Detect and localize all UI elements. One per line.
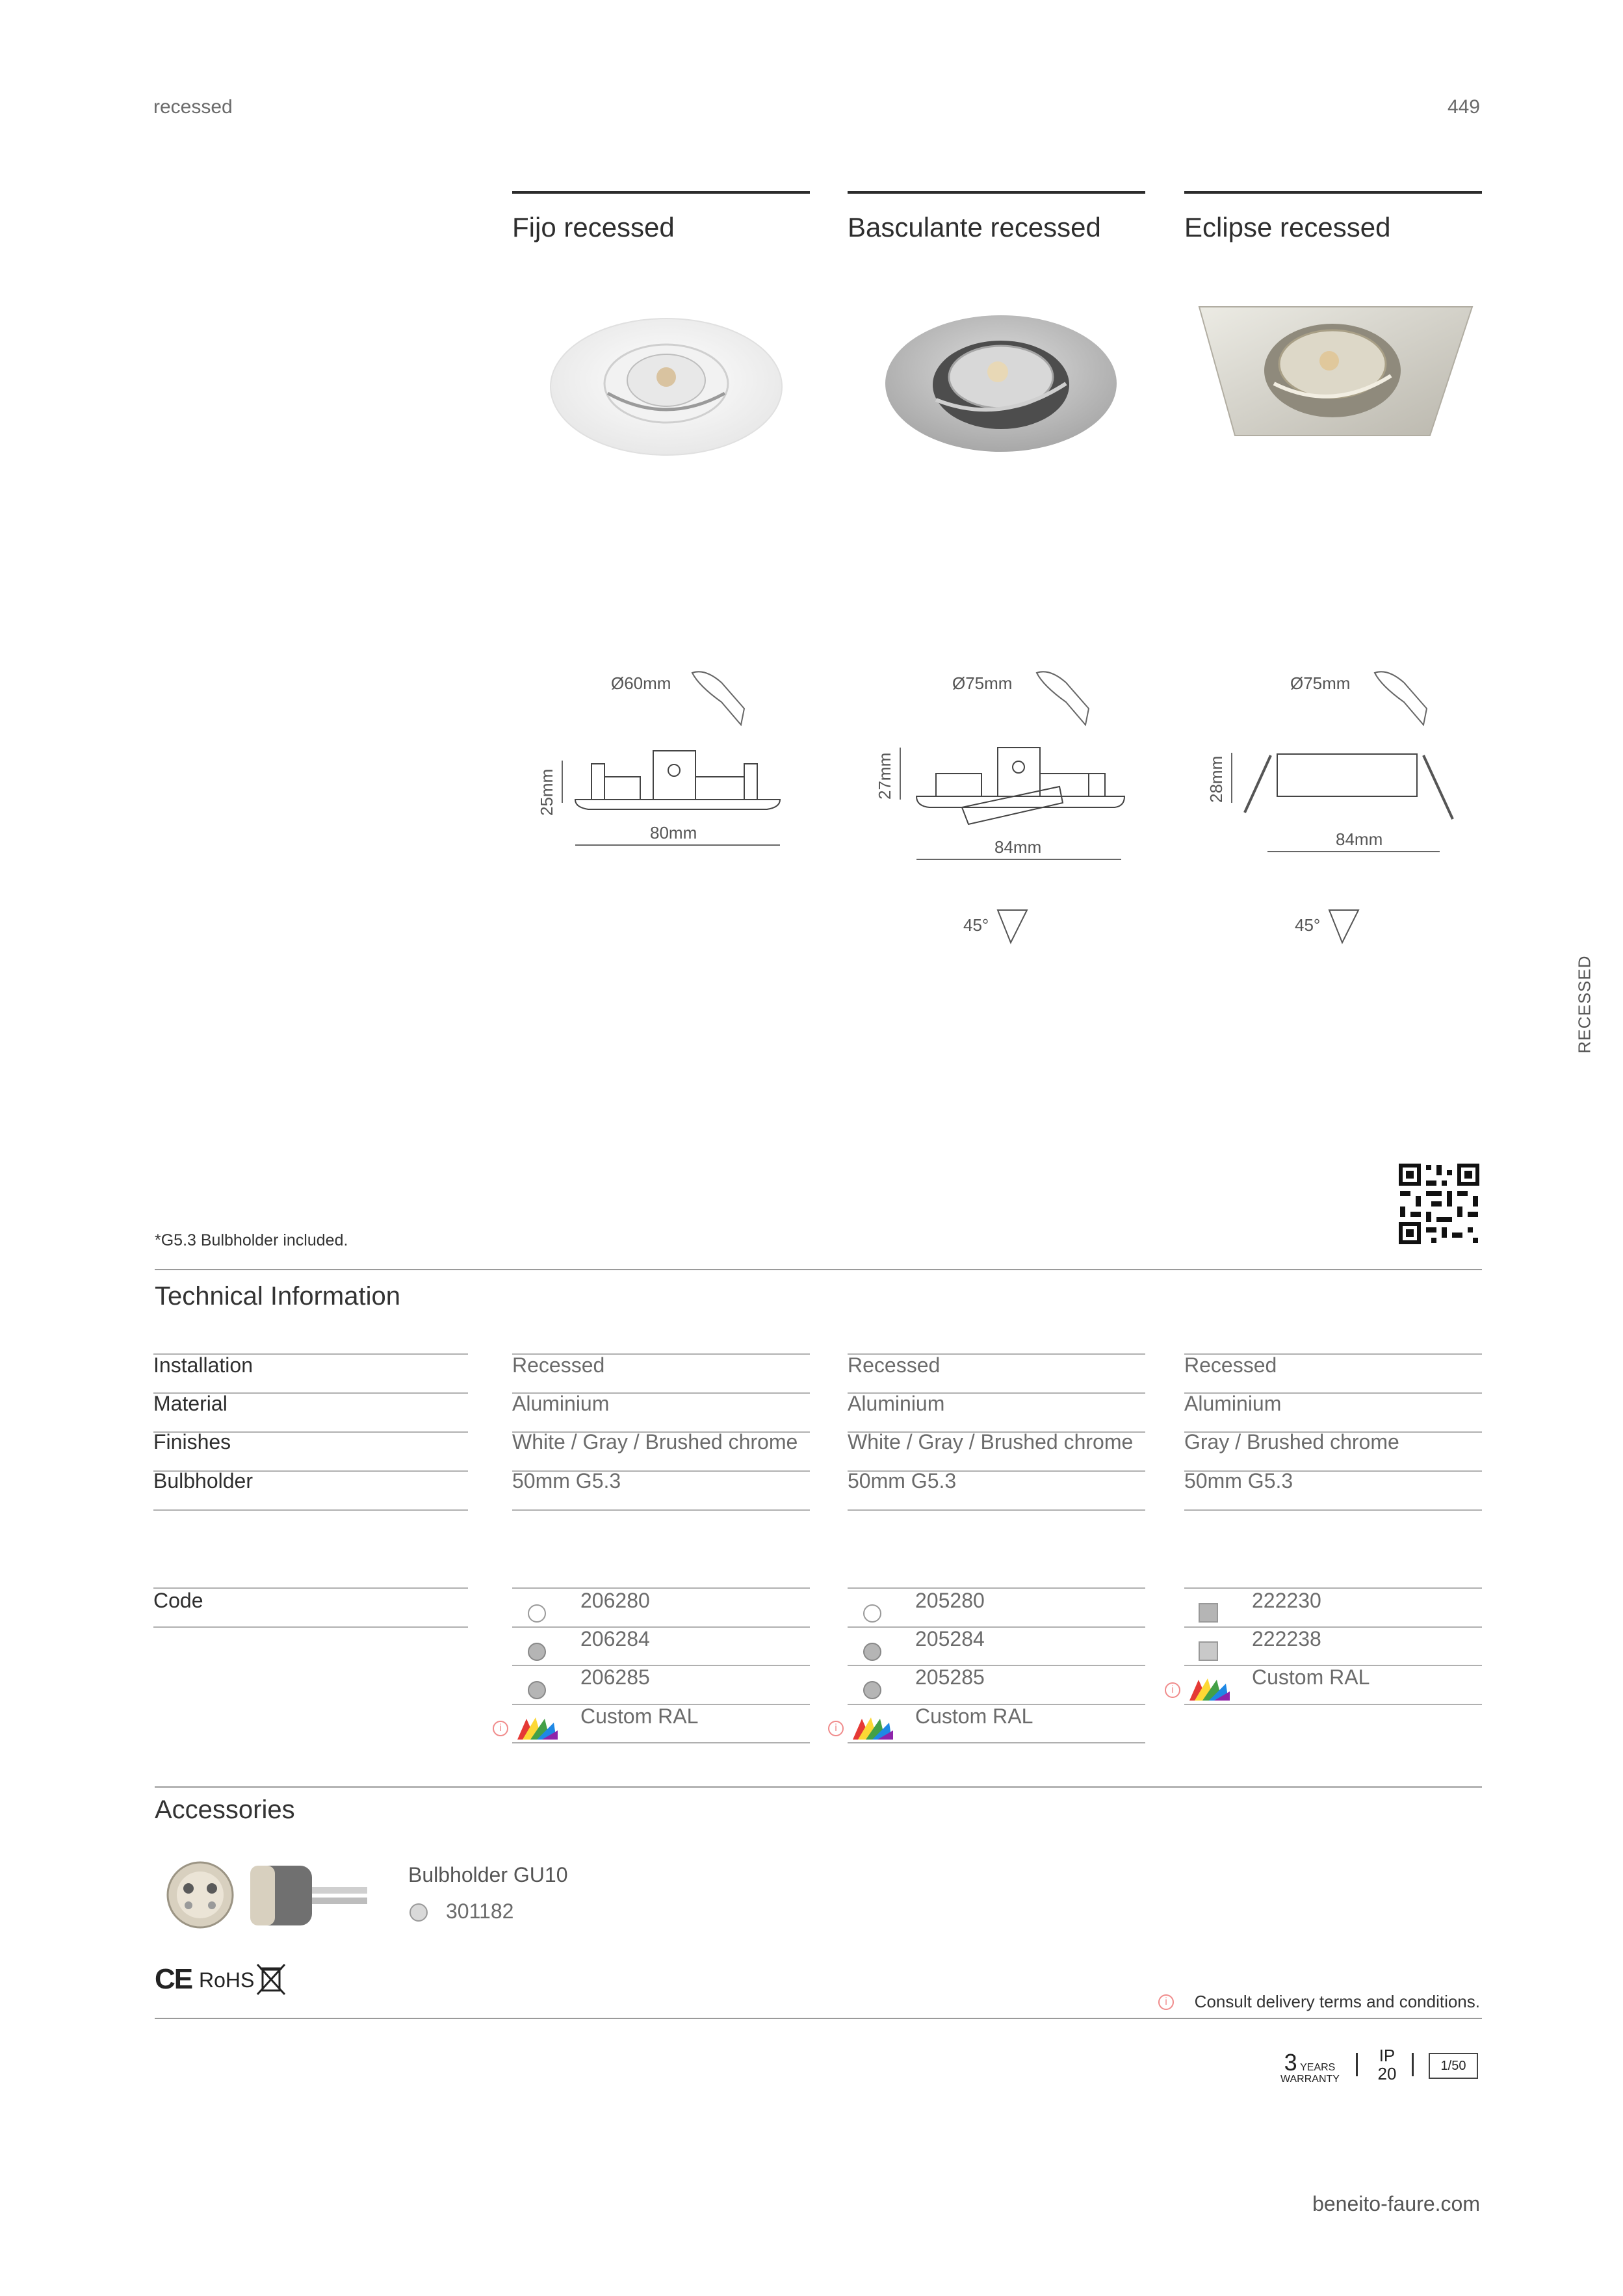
spec-value: 50mm G5.3 — [848, 1469, 957, 1493]
spec-value: Recessed — [512, 1353, 605, 1377]
info-icon[interactable]: i — [493, 1721, 508, 1736]
badge-separator — [1412, 2053, 1414, 2076]
fijo-height: 25mm — [537, 768, 556, 816]
eclipse-tilt: 45° — [1295, 915, 1321, 935]
product-title-basculante: Basculante recessed — [848, 212, 1101, 242]
table-row-line — [1184, 1587, 1482, 1589]
table-row-line — [848, 1587, 1145, 1589]
table-row-line — [1184, 1509, 1482, 1511]
eclipse-diameter: Ø75mm — [1290, 673, 1351, 693]
custom-ral[interactable]: Custom RAL — [915, 1704, 1033, 1728]
qr-code[interactable] — [1397, 1162, 1481, 1246]
eclipse-dimension-drawing — [1196, 657, 1495, 949]
page-number: 449 — [1447, 96, 1480, 118]
custom-ral[interactable]: Custom RAL — [1252, 1665, 1370, 1689]
fijo-product-image — [546, 312, 786, 468]
ral-color-fan-icon — [849, 1714, 896, 1742]
spec-value: Aluminium — [1184, 1392, 1282, 1415]
divider — [155, 2018, 1482, 2019]
side-tab: RECESSED — [1574, 955, 1594, 1054]
spec-label-bulbholder: Bulbholder — [153, 1469, 253, 1493]
gray-square-swatch — [1199, 1603, 1218, 1623]
basculante-product-image — [881, 312, 1121, 462]
product-rule — [512, 191, 810, 194]
spec-value: White / Gray / Brushed chrome — [848, 1430, 1134, 1454]
info-icon[interactable]: i — [1158, 1994, 1174, 2010]
info-icon[interactable]: i — [828, 1721, 844, 1736]
spec-value: Recessed — [1184, 1353, 1277, 1377]
gray-swatch — [863, 1681, 881, 1699]
ip-rating-badge: IP 20 — [1377, 2046, 1397, 2083]
gray-swatch — [409, 1903, 428, 1922]
bulbholder-gu10-image — [162, 1856, 370, 1934]
product-code[interactable]: 206284 — [580, 1627, 650, 1650]
accessory-name: Bulbholder GU10 — [408, 1863, 568, 1886]
section-name: recessed — [153, 96, 233, 118]
spec-value: White / Gray / Brushed chrome — [512, 1430, 798, 1454]
gray-swatch — [528, 1643, 546, 1661]
accessories-title: Accessories — [155, 1795, 295, 1824]
spec-value: Aluminium — [512, 1392, 610, 1415]
spec-label-material: Material — [153, 1392, 227, 1415]
table-row-line — [848, 1626, 1145, 1628]
spec-value: 50mm G5.3 — [512, 1469, 621, 1493]
ral-color-fan-icon — [513, 1714, 560, 1742]
table-row-line — [848, 1509, 1145, 1511]
gray-swatch — [863, 1643, 881, 1661]
fijo-dimension-drawing — [526, 657, 825, 871]
fijo-width: 80mm — [650, 823, 697, 842]
bulbholder-note: *G5.3 Bulbholder included. — [155, 1231, 348, 1249]
weee-bin-icon — [255, 1962, 287, 1998]
gray-square-swatch — [1199, 1641, 1218, 1661]
badge-separator — [1356, 2053, 1358, 2076]
basculante-tilt: 45° — [963, 915, 989, 935]
spec-value: Gray / Brushed chrome — [1184, 1430, 1399, 1454]
rohs-mark: RoHS — [199, 1968, 255, 1992]
eclipse-width: 84mm — [1336, 829, 1383, 849]
eclipse-product-image — [1196, 299, 1475, 449]
basculante-dimension-drawing — [864, 657, 1163, 949]
spec-label-finishes: Finishes — [153, 1430, 231, 1454]
delivery-conditions[interactable]: Consult delivery terms and conditions. — [1194, 1992, 1480, 2011]
table-row-line — [153, 1626, 468, 1628]
table-row-line — [1184, 1704, 1482, 1705]
fijo-diameter: Ø60mm — [611, 673, 671, 693]
table-row-line — [512, 1587, 810, 1589]
product-title-fijo: Fijo recessed — [512, 212, 675, 242]
table-row-line — [848, 1742, 1145, 1743]
code-label: Code — [153, 1589, 203, 1612]
product-code[interactable]: 206280 — [580, 1589, 650, 1612]
divider — [155, 1786, 1482, 1788]
accessory-code[interactable]: 301182 — [446, 1899, 514, 1923]
product-code[interactable]: 222238 — [1252, 1627, 1321, 1650]
table-row-line — [512, 1626, 810, 1628]
gray-swatch — [528, 1681, 546, 1699]
table-row-line — [512, 1742, 810, 1743]
spec-value: Recessed — [848, 1353, 941, 1377]
pack-quantity-badge: 1/50 — [1429, 2053, 1478, 2079]
product-rule — [848, 191, 1145, 194]
product-code[interactable]: 205280 — [915, 1589, 985, 1612]
table-row-line — [512, 1665, 810, 1666]
basculante-diameter: Ø75mm — [952, 673, 1013, 693]
website-link[interactable]: beneito-faure.com — [1312, 2192, 1480, 2215]
product-title-eclipse: Eclipse recessed — [1184, 212, 1391, 242]
white-swatch — [863, 1604, 881, 1623]
product-code[interactable]: 205285 — [915, 1665, 985, 1689]
technical-info-title: Technical Information — [155, 1282, 400, 1311]
ral-color-fan-icon — [1186, 1675, 1232, 1703]
basculante-height: 27mm — [875, 752, 894, 800]
table-row-line — [512, 1509, 810, 1511]
product-code[interactable]: 205284 — [915, 1627, 985, 1650]
custom-ral[interactable]: Custom RAL — [580, 1704, 699, 1728]
white-swatch — [528, 1604, 546, 1623]
table-row-line — [848, 1665, 1145, 1666]
spec-value: 50mm G5.3 — [1184, 1469, 1293, 1493]
spec-label-installation: Installation — [153, 1353, 253, 1377]
divider — [155, 1269, 1482, 1270]
table-row-line — [153, 1509, 468, 1511]
product-code[interactable]: 206285 — [580, 1665, 650, 1689]
eclipse-height: 28mm — [1206, 755, 1226, 803]
table-row-line — [1184, 1626, 1482, 1628]
info-icon[interactable]: i — [1165, 1682, 1180, 1698]
product-code[interactable]: 222230 — [1252, 1589, 1321, 1612]
spec-value: Aluminium — [848, 1392, 945, 1415]
warranty-badge: 3 YEARS WARRANTY — [1280, 2049, 1340, 2085]
basculante-width: 84mm — [994, 837, 1042, 857]
ce-mark: CE — [155, 1963, 192, 1995]
product-rule — [1184, 191, 1482, 194]
